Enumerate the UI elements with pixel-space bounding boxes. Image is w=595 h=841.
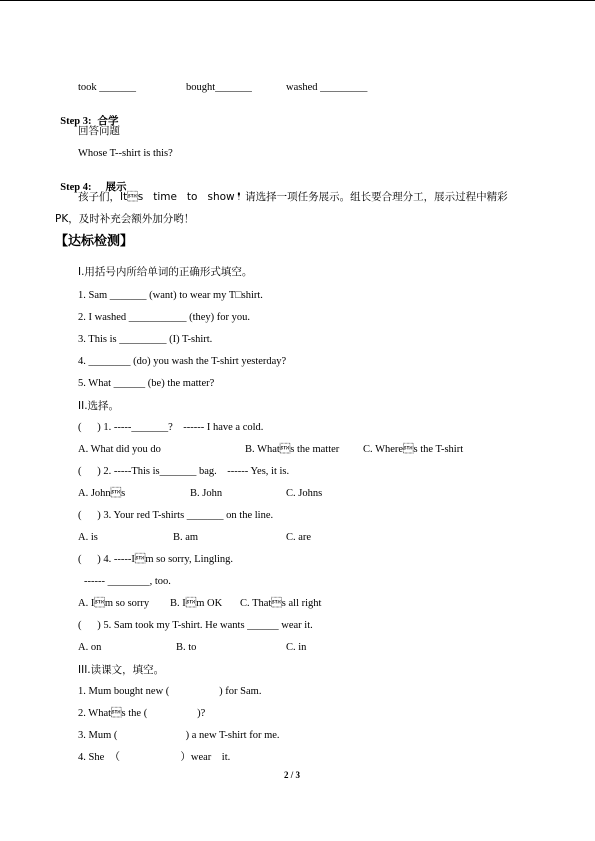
page-number: 2 / 3 <box>284 770 301 780</box>
q4-stem: ( ) 4. -----Im so sorry, Lingling. <box>78 554 234 565</box>
q3-stem: ( ) 3. Your red T-shirts _______ on the line. <box>78 510 274 521</box>
q3-option-b: B. am <box>173 532 199 543</box>
part1-item-1: 1. Sam _______ (want) to wear my T□shirt. <box>78 290 263 301</box>
q5-option-c: C. in <box>286 642 307 653</box>
q2-option-a: A. Johns <box>78 488 126 499</box>
q1-stem: ( ) 1. -----_______? ------ I have a cold. <box>78 422 264 433</box>
part3-title: III.读课文，填空。 <box>78 664 165 676</box>
test-heading: 【达标检测】 <box>55 234 134 249</box>
q1-option-b: B. Whats the matter <box>245 444 340 455</box>
q5-stem: ( ) 5. Sam took my T-shirt. He wants ______ wear it. <box>78 620 313 631</box>
top-rule <box>0 0 595 1</box>
q4-option-b: B. Im OK <box>170 598 223 609</box>
part1-title: I.用括号内所给单词的正确形式填空。 <box>78 266 253 278</box>
step3-label: Step 3: <box>60 116 92 127</box>
part1-item-5: 5. What ______ (be) the matter? <box>78 378 215 389</box>
part3-item-3: 3. Mum ( ) a new T-shirt for me. <box>78 730 280 741</box>
q2-stem: ( ) 2. -----This is_______ bag. ------ Yes, it is. <box>78 466 290 477</box>
step3-title: 合学 <box>97 115 119 127</box>
took-blank: took _______ <box>78 82 137 93</box>
q4-option-c: C. Thats all right <box>240 598 322 609</box>
step3-task: 回答问题 <box>78 125 120 137</box>
part1-item-2: 2. I washed ___________ (they) for you. <box>78 312 251 323</box>
part1-item-4: 4. ________ (do) you wash the T-shirt yesterday? <box>78 356 287 367</box>
q2-option-b: B. John <box>190 488 223 499</box>
q5-option-a: A. on <box>78 642 102 653</box>
q3-option-a: A. is <box>78 532 98 543</box>
part3-item-2: 2. Whats the ( )? <box>78 708 206 719</box>
q1-option-a: A. What did you do <box>78 444 161 455</box>
bought-blank: bought_______ <box>186 82 252 93</box>
step3-question: Whose T--shirt is this? <box>78 148 173 159</box>
step4-label: Step 4: <box>60 182 92 193</box>
q4-option-a: A. Im so sorry <box>78 598 150 609</box>
step4-text-line2: PK，及时补充会额外加分哟！ <box>55 213 195 225</box>
step4-title: 展示 <box>105 181 127 193</box>
step4-text-line1: 孩子们，Its time to show！请选择一项任务展示。组长要合理分工，展示过程中精彩 <box>78 191 508 203</box>
part1-item-3: 3. This is _________ (I) T-shirt. <box>78 334 213 345</box>
q5-option-b: B. to <box>176 642 197 653</box>
q2-option-c: C. Johns <box>286 488 323 499</box>
q1-option-c: C. Wheres the T-shirt <box>363 444 464 455</box>
q4-stem-2: ------ ________, too. <box>84 576 171 587</box>
part2-title: II.选择。 <box>78 400 120 412</box>
q3-option-c: C. are <box>286 532 312 543</box>
part3-item-4: 4. She （ ）wear it. <box>78 752 231 763</box>
washed-blank: washed _________ <box>286 82 368 93</box>
part3-item-1: 1. Mum bought new ( ) for Sam. <box>78 686 262 697</box>
